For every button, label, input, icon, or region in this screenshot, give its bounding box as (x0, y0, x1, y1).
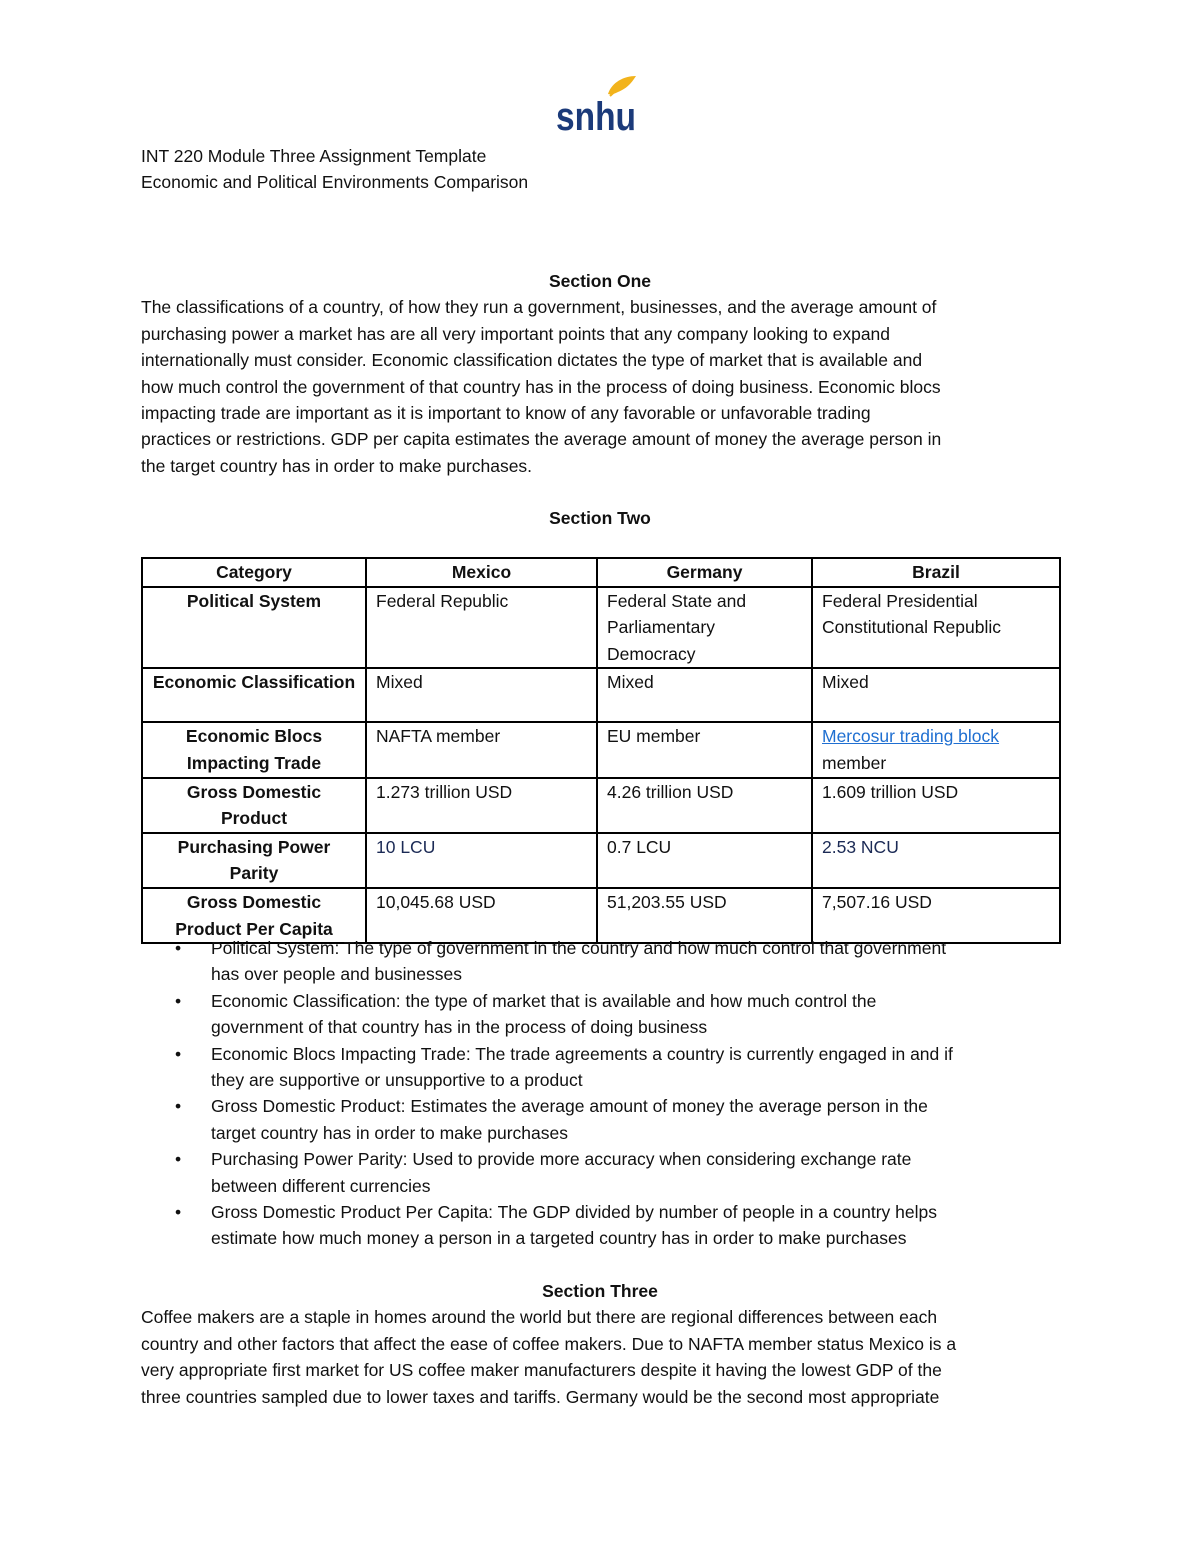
bullet-icon: • (175, 1149, 182, 1170)
bullet-icon: • (175, 1096, 182, 1117)
bullet-line: target country has in order to make purchases (211, 1122, 568, 1143)
bullet-icon: • (175, 938, 182, 958)
table-row (142, 668, 1060, 722)
bullet-line: Political System: The type of government in the country and how much control that government (211, 938, 947, 958)
header-brazil: Brazil (812, 558, 1060, 587)
cell-mexico: NAFTA member (366, 722, 597, 777)
paragraph-line: country and other factors that affect the ease of coffee makers. Due to NAFTA member status Mexico is a (141, 1333, 957, 1354)
bullet-icon: • (175, 990, 182, 1011)
table-row (142, 587, 1060, 669)
paragraph-line: purchasing power a market has are all very important points that any company looking to expand (141, 323, 891, 344)
cell-brazil: Federal Presidential Constitutional Republic (812, 587, 1060, 669)
cell-germany: EU member (597, 722, 812, 777)
row-category: Economic Blocs Impacting Trade (142, 722, 366, 777)
cell-brazil: Mixed (812, 668, 1060, 722)
cell-brazil (812, 722, 1060, 777)
row-category: Economic Classification (142, 668, 366, 722)
row-category: Gross Domestic Product (142, 778, 366, 833)
cell-germany: 4.26 trillion USD (597, 778, 812, 833)
cell-mexico: 10 LCU (366, 833, 597, 888)
list-item (175, 1041, 953, 1094)
cell-germany: 0.7 LCU (597, 833, 812, 888)
list-item (175, 988, 953, 1041)
document-subtitle: Economic and Political Environments Comparison (141, 172, 529, 193)
row-category: Gross Domestic Product Per Capita (142, 888, 366, 943)
paragraph-line: how much control the government of that country has in the process of doing business. Economic blocs (141, 376, 941, 397)
section-three (141, 1278, 1059, 1410)
paragraph-line: impacting trade are important as it is important to know of any favorable or unfavorable trading (141, 403, 871, 424)
bullet-line: government of that country has in the process of doing business (211, 1017, 708, 1038)
cell-brazil-text: member (822, 752, 887, 773)
paragraph-line: The classifications of a country, of how they run a government, businesses, and the average amount of (141, 297, 937, 318)
cell-mexico: 10,045.68 USD (366, 888, 597, 943)
cell-brazil: 2.53 NCU (812, 833, 1060, 888)
list-item (175, 935, 953, 988)
bullet-icon: • (175, 1202, 182, 1223)
section-three-title: Section Three (542, 1281, 658, 1301)
cell-mexico: 1.273 trillion USD (366, 778, 597, 833)
cell-germany: Federal State and Parliamentary Democracy (597, 587, 812, 669)
cell-brazil: 7,507.16 USD (812, 888, 1060, 943)
cell-brazil: 1.609 trillion USD (812, 778, 1060, 833)
section-two-title: Section Two (549, 508, 651, 528)
document-header (141, 143, 528, 196)
header-category: Category (142, 558, 366, 587)
paragraph-line: very appropriate first market for US coffee maker manufacturers despite it having the lowest GDP of the (141, 1360, 942, 1381)
paragraph-line: the target country has in order to make purchases. (141, 455, 533, 476)
cell-mexico: Federal Republic (366, 587, 597, 669)
table-row (142, 833, 1060, 888)
paragraph-line: three countries sampled due to lower taxes and tariffs. Germany would be the second most appropriate (141, 1386, 940, 1407)
table-row (142, 778, 1060, 833)
bullet-line: Purchasing Power Parity: Used to provide more accuracy when considering exchange rate (211, 1149, 912, 1170)
bullet-line: has over people and businesses (211, 964, 463, 985)
header-mexico: Mexico (366, 558, 597, 587)
paragraph-line: internationally must consider. Economic classification dictates the type of market that is available and (141, 350, 923, 371)
bullet-icon: • (175, 1043, 182, 1064)
cell-mexico: Mixed (366, 668, 597, 722)
paragraph-line: Coffee makers are a staple in homes around the world but there are regional differences between each (141, 1307, 938, 1328)
bullet-line: Gross Domestic Product: Estimates the average amount of money the average person in the (211, 1096, 928, 1117)
cell-germany: Mixed (597, 668, 812, 722)
snhu-logo (556, 72, 640, 139)
cell-germany: 51,203.55 USD (597, 888, 812, 943)
list-item (175, 1199, 953, 1252)
header-germany: Germany (597, 558, 812, 587)
table-header-row (142, 558, 1060, 587)
bullet-line: Economic Classification: the type of market that is available and how much control the (211, 990, 877, 1011)
course-title: INT 220 Module Three Assignment Template (141, 146, 487, 166)
definitions-list (175, 935, 953, 1252)
bullet-line: Gross Domestic Product Per Capita: The GDP divided by number of people in a country helps (211, 1202, 937, 1223)
bullet-line: they are supportive or unsupportive to a product (211, 1070, 583, 1091)
bullet-line: between different currencies (211, 1175, 431, 1196)
row-category: Purchasing Power Parity (142, 833, 366, 888)
list-item (175, 1093, 953, 1146)
section-one-title: Section One (548, 271, 652, 291)
svg-text:snhu: snhu (556, 95, 636, 139)
section-two-heading (141, 505, 1059, 531)
comparison-table (141, 557, 1061, 944)
bullet-line: estimate how much money a person in a targeted country has in order to make purchases (211, 1228, 907, 1249)
section-one (141, 268, 1059, 479)
list-item (175, 1146, 953, 1199)
table-row (142, 722, 1060, 777)
bullet-line: Economic Blocs Impacting Trade: The trade agreements a country is currently engaged in and if (211, 1043, 953, 1064)
row-category: Political System (142, 587, 366, 669)
mercosur-link[interactable]: Mercosur trading block (822, 726, 1000, 747)
paragraph-line: practices or restrictions. GDP per capita estimates the average amount of money the average person in (141, 429, 942, 450)
